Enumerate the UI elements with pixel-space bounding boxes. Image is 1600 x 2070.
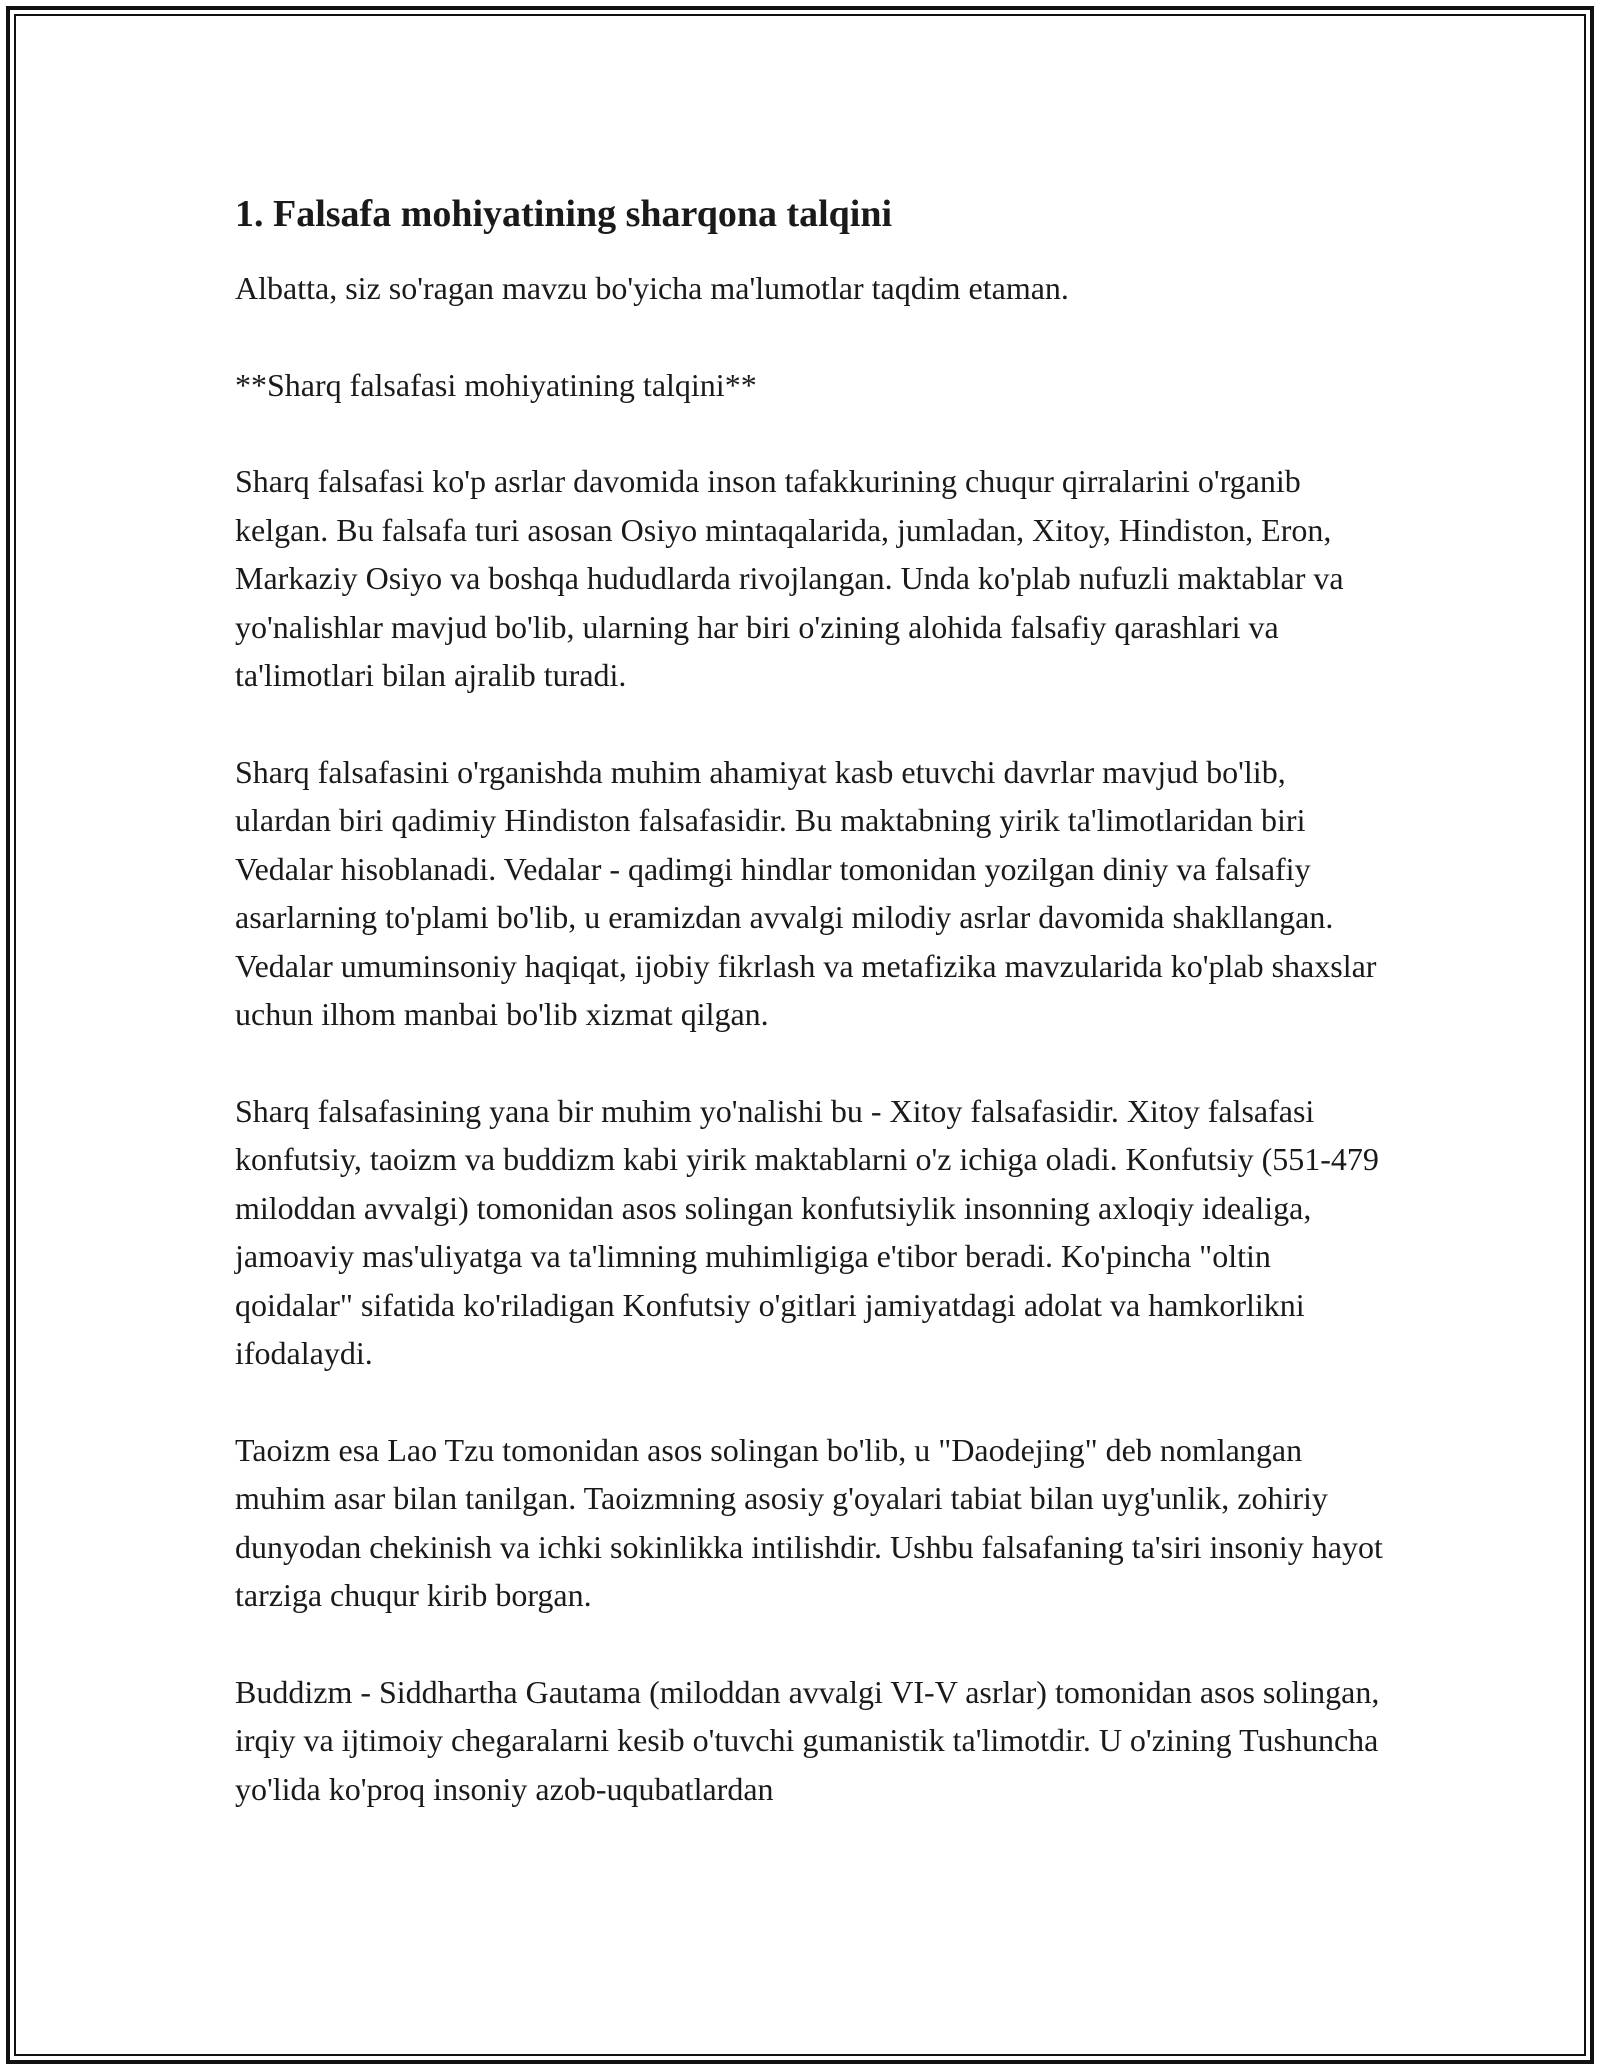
section-title: 1. Falsafa mohiyatining sharqona talqini <box>235 193 893 235</box>
body-paragraph: Buddizm - Siddhartha Gautama (miloddan avvalgi VI-V asrlar) tomonidan asos solingan, irqiy va ijtimoiy chegaralarni kesib o'tuvchi gumanistik ta'limotdir. U o'zining Tushuncha yo'lida ko'proq insoniy azob-uqubatlardan <box>235 1673 1380 1807</box>
body-paragraph: Sharq falsafasini o'rganishda muhim ahamiyat kasb etuvchi davrlar mavjud bo'lib, ulardan biri qadimiy Hindiston falsafasidir. Bu maktabning yirik ta'limotlaridan biri Vedalar hisoblanadi. Vedalar - qadimgi hindlar tomonidan yozilgan diniy va falsafiy asarlarning to'plami bo'lib, u eramizdan avvalgi milodiy asrlar davomida shakllangan. Vedalar umuminsoniy haqiqat, ijobiy fikrlash va metafizika mavzularida ko'plab shaxslar uchun ilhom manbai bo'lib xizmat qilgan. <box>235 753 1377 1032</box>
intro-paragraph: Albatta, siz so'ragan mavzu bo'yicha ma'lumotlar taqdim etaman. <box>235 270 1069 306</box>
body-paragraph: Sharq falsafasi ko'p asrlar davomida inson tafakkurining chuqur qirralarini o'rganib kelgan. Bu falsafa turi asosan Osiyo mintaqalarida, jumladan, Xitoy, Hindiston, Eron, Markaziy Osiyo va boshqa hududlarda rivojlangan. Unda ko'plab nufuzli maktablar va yo'nalishlar mavjud bo'lib, ularning har biri o'zining alohida falsafiy qarashlari va ta'limotlari bilan ajralib turadi. <box>235 463 1344 693</box>
body-paragraph: Taoizm esa Lao Tzu tomonidan asos solingan bo'lib, u "Daodejing" deb nomlangan muhim asar bilan tanilgan. Taoizmning asosiy g'oyalari tabiat bilan uyg'unlik, zohiriy dunyodan chekinish va ichki sokinlikka intilishdir. Ushbu falsafaning ta'siri insoniy hayot tarziga chuqur kirib borgan. <box>235 1431 1383 1613</box>
document-body <box>235 188 1385 1861</box>
subheading-paragraph: **Sharq falsafasi mohiyatining talqini** <box>235 366 757 403</box>
body-paragraph: Sharq falsafasining yana bir muhim yo'nalishi bu - Xitoy falsafasidir. Xitoy falsafasi konfutsiy, taoizm va buddizm kabi yirik maktablarni o'z ichiga oladi. Konfutsiy (551-479 miloddan avvalgi) tomonidan asos solingan konfutsiylik insonning axloqiy idealiga, jamoaviy mas'uliyatga va ta'limning muhimligiga e'tibor beradi. Ko'pincha "oltin qoidalar" sifatida ko'riladigan Konfutsiy o'gitlari jamiyatdagi adolat va hamkorlikni ifodalaydi. <box>235 1092 1379 1371</box>
